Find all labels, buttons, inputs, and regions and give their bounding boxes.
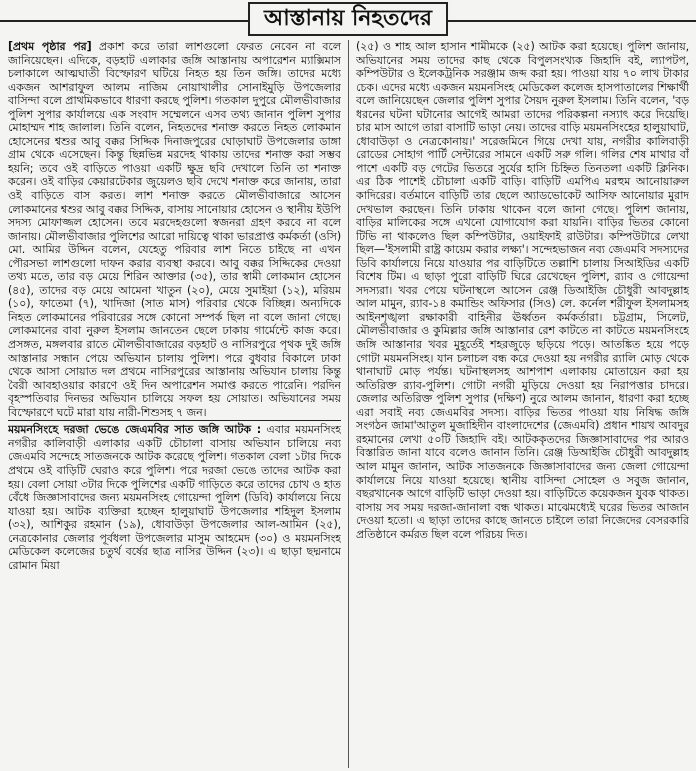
article-left-column xyxy=(8,40,341,770)
article-right-column xyxy=(356,40,689,770)
article-paragraph-2 xyxy=(8,423,341,572)
column-divider xyxy=(348,40,349,768)
article-paragraph-3: (২৫) ও শাহ আল হাসান শামীমকে (২৫) আটক করা হয়েছে। পুলিশ জানায়, অভিযানের সময় তাদের কাছ থেকে বিপুলসংখ্যক জিহাদি বই, ল্যাপটপ, কম্পিউটার ও ইলেকট্রনিক সরঞ্জাম জব্দ করা হয়। পাওয়া যায় ৭০ লাখ টাকার চেক। এদের মধ্যে একজন ময়মনসিংহ মেডিকেল কলেজ হাসপাতালের শিক্ষার্থী বলে জানিয়েছেন জেলার পুলিশ সুপার সৈয়দ নুরুল ইসলাম। তিনি বলেন, 'বড় ধরনের ঘটনা ঘটানোর আগেই আমরা তাদের পরিকল্পনা নস্যাৎ করে দিয়েছি। চার মাস আগে তারা বাসাটি ভাড়া নেয়। তাদের বাড়ি ময়মনসিংহের হালুয়াঘাট, ধোবাউড়া ও নেত্রকোনায়।' সরেজমিনে গিয়ে দেখা যায়, নগরীর কালিবাড়ী রোডের সোহাগ পার্টি সেন্টারের সামনে একটি সরু গলি। গলির শেষ মাথার বাঁ পাশে একটি বড় গেটের ভিতরে সুর্যের হাসি চিহ্নিত তিনতলা একটি ক্লিনিক। এর ঠিক পাশেই চৌচালা একটি বাড়ি। বাড়িটি এমপিএ মরহুম আনোয়ারুল কাদিরের। বর্তমানে বাড়িটি তার ছেলে অ্যাডভোকেট আসিফ আনোয়ার মুরাদ দেখভাল করছেন। তিনি ঢাকায় থাকেন বলে জানা গেছে। পুলিশ জানায়, বাড়ির মালিকের সঙ্গে এখনো যোগাযোগ করা যায়নি। বাড়ির ভিতর কোনো টিভি না থাকলেও ছিল কম্পিউটার, ওয়াইফাই রাউটার। কম্পিউটারে লেখা ছিল—'ইসলামী রাষ্ট্র কায়েম করার লক্ষ্য'। সন্দেহভাজন নব্য জেএমবি সদস্যদের ডিবি কার্যালয়ে নিয়ে যাওয়ার পর বাড়িটিতে তল্লাশি চালায় সিআইডির একটি বিশেষ টিম। এ ছাড়া পুরো বাড়িটি ঘিরে রেখেছেন পুলিশ, র‍্যাব ও গোয়েন্দা সদস্যরা। খবর পেয়ে ঘটনাস্থলে আসেন রেঞ্জ ডিআইজি চৌধুরী আবদুল্লাহ আল মামুন, র‍্যাব-১৪ কমান্ডিং অফিসার (সিও) লে. কর্নেল শরীফুল ইসলামসহ আইনশৃঙ্খলা রক্ষাকারী বাহিনীর ঊর্ধ্বতন কর্মকর্তারা। চট্টগ্রাম, সিলেট, মৌলভীবাজার ও কুমিল্লার জঙ্গি আস্তানার রেশ কাটতে না কাটতে ময়মনসিংহে জঙ্গি আস্তানার খবর মুহূর্তেই শহরজুড়ে ছড়িয়ে পড়ে। আতঙ্কিত হয়ে পড়ে গোটা ময়মনসিংহ। যান চলাচল বন্ধ করে দেওয়া হয় নগরীর র‍্যালি মোড় থেকে থানাঘাট মোড় পর্যন্ত। ঘটনাস্থলসহ আশপাশ এলাকায় মোতায়েন করা হয় অতিরিক্ত র‍্যাব-পুলিশ। গোটা নগরী মুড়িয়ে দেওয়া হয় নিরাপত্তার চাদরে। জেলার অতিরিক্ত পুলিশ সুপার (দক্ষিণ) নুরে আলম জানান, ধারণা করা হচ্ছে এরা সবাই নব্য জেএমবির সদস্য। বাড়ির ভিতর পাওয়া যায় নিষিদ্ধ জঙ্গি সংগঠন জামা'আতুল মুজাহিদীন বাংলাদেশের (জেএমবি) প্রধান শায়খ আবদুর রহমানের লেখা ৫০টি জিহাদি বই। আটককৃতদের জিজ্ঞাসাবাদের পর আরও বিস্তারিত জানা যাবে বলেও জানান তিনি। রেঞ্জ ডিআইজি চৌধুরী আবদুল্লাহ আল মামুন জানান, আটক সাতজনকে জিজ্ঞাসাবাদের জন্য জেলা গোয়েন্দা কার্যালয়ে নিয়ে যাওয়া হয়েছে। স্থানীয় বাসিন্দা সোহেল ও সবুজ জানান, বছরখানেক আগে বাড়িটি ভাড়া দেওয়া হয়। বাড়িটিতে কয়েকজন যুবক থাকত। বাসায় সব সময় দরজা-জানালা বন্ধ থাকত। মাঝেমধ্যেই ঘরের ভিতর আজান দেওয়া হতো। এ ছাড়া তাদের কাছে জানতে চাইলে তারা নিজেদের বেসরকারি প্রতিষ্ঠানে কর্মরত ছিল বলে পরিচয় দিত। xyxy=(356,40,689,541)
headline-banner xyxy=(0,2,696,36)
sub-headline: ময়মনসিংহে দরজা ভেঙে জেএমবির সাত জঙ্গি আটক : xyxy=(8,423,262,437)
article-paragraph-1 xyxy=(8,40,341,419)
headline: আস্তানায় নিহতদের xyxy=(248,2,448,36)
article-text: প্রকাশ করে তারা লাশগুলো ফেরত নেবেন না বলে জানিয়েছেন। এদিকে, বড়হাট এলাকার জঙ্গি আস্তানায় অপারেশন ম্যাক্সিমাস চলাকালে আত্মঘাতী বিস্ফোরণ ঘটিয়ে নিহত হয় তিন জঙ্গি। তাদের মধ্যে একজন আশরাফুল আলম নাজিম নোয়াখালীর সোনাইমুড়ি উপজেলার বাসিন্দা বলে প্রাথমিকভাবে ধারণা করছে পুলিশ। গতকাল দুপুরে মৌলভীবাজার পুলিশ সুপার কার্যালয়ে এক সংবাদ সম্মেলনে এসব তথ্য জানান পুলিশ সুপার মোহাম্মদ শাহ জালাল। তিনি বলেন, নিহতদের শনাক্ত করতে নিহত লোকমান হোসেনের শ্বশুর আবু বক্কর সিদ্দিক দিনাজপুরের ঘোড়াঘাট উপজেলার ডাঙ্গা গ্রাম থেকে এসেছেন। কিন্তু ছিন্নভিন্ন মরদেহ থাকায় তাদের শনাক্ত করা সম্ভব হয়নি; তবে ওই বাড়িতে পাওয়া একটি ক্ষুদ্র ছবি দেখালে তিনি তা শনাক্ত করেন। ওই বাড়ির কেয়ারটেকার জুয়েলও ছবি দেখে শনাক্ত করে জানায়, তারা ওই বাড়িতে বাস করত। লাশ শনাক্ত করতে মৌলভীবাজারে আসেন লোকমানের শ্বশুর আবু বক্কর সিদ্দিক, বাসায় সানোয়ার হোসেন ও স্থানীয় ইউপি সদস্য মোফাজ্জল হোসেন। তবে মরদেহগুলো স্বজনরা গ্রহণ করবে না বলে জানায়। মৌলভীবাজার পুলিশের আরো দায়িত্বে থাকা ভারপ্রাপ্ত কর্মকর্তা (ওসি) মো. আমির উদ্দিন বলেন, যেহেতু পরিবার লাশ নিতে চাইছে না এখন পৌরসভা লাশগুলো দাফন করার ব্যবস্থা করবে। আবু বক্কর সিদ্দিকের দেওয়া তথ্য মতে, তার বড় মেয়ে শিরিন আক্তার (৩৫), তার স্বামী লোকমান হোসেন (৪৫), তাদের বড় মেয়ে আমেনা খাতুন (২০), মেয়ে সুমাইয়া (১২), মরিয়ম (১০), ফাতেমা (৭), খাদিজা (সাত মাস) পরিবার থেকে বিচ্ছিন্ন। অন্যদিকে নিহত লোকমানের পরিবারের সঙ্গে কোনো সম্পর্ক ছিল না বলে জানা গেছে। লোকমানের বাবা নুরুল ইসলাম জানতেন ছেলে ঢাকায় গার্মেন্টে কাজ করে। প্রসঙ্গত, মঙ্গলবার রাতে মৌলভীবাজারের বড়হাট ও নাসিরপুরে পৃথক দুই জঙ্গি আস্তানার সন্ধান পেয়ে অভিযান চালায় পুলিশ। পরে বুধবার বিকালে ঢাকা থেকে আসা সোয়াত দল প্রথমে নাসিরপুরের আস্তানায় অভিযান চালায় কিন্তু বৈরী আবহাওয়ার কারণে ওই দিন অপারেশন সমাপ্ত করতে পারেনি। পরদিন বৃহস্পতিবার দিনভর অভিযান চালিয়ে সফল হয় সোয়াত। অভিযানের সময় বিস্ফোরণে ঘটে মারা যায় নারী-শিশুসহ ৭ জন। xyxy=(8,40,341,419)
section-divider xyxy=(8,420,341,421)
article-text: এবার ময়মনসিংহ নগরীর কালিবাড়ী এলাকার একটি চৌচালা বাসায় অভিযান চালিয়ে নব্য জেএমবি সন্দেহে সাতজনকে আটক করেছে পুলিশ। গতকাল বেলা ১টার দিকে প্রথমে ওই বাড়িটি ঘেরাও করে পুলিশ। পরে দরজা ভেঙে তাদের আটক করা হয়। বেলা সোয়া ৩টার দিকে পুলিশের একটি গাড়িতে করে তাদের চোখ ও হাত বেঁধে জিজ্ঞাসাবাদের জন্য ময়মনসিংহ গোয়েন্দা পুলিশ (ডিবি) কার্যালয়ে নিয়ে যাওয়া হয়। আটক ব্যক্তিরা হচ্ছেন হালুয়াঘাট উপজেলার শহিদুল ইসলাম (৩২), আশিকুর রহমান (১৯), ধোবাউড়া উপজেলার আল-আমিন (২৫), নেত্রকোনার জেলার পূর্বধলা উপজেলার মাসুম আহমেদ (৩০) ও ময়মনসিংহ মেডিকেল কলেজের চতুর্থ বর্ষের ছাত্র নাসির উদ্দিন (২৩)। এ ছাড়া ছদ্মনামে রোমান মিয়া xyxy=(8,423,341,572)
continued-tag: [প্রথম পৃষ্ঠার পর] xyxy=(8,40,92,53)
